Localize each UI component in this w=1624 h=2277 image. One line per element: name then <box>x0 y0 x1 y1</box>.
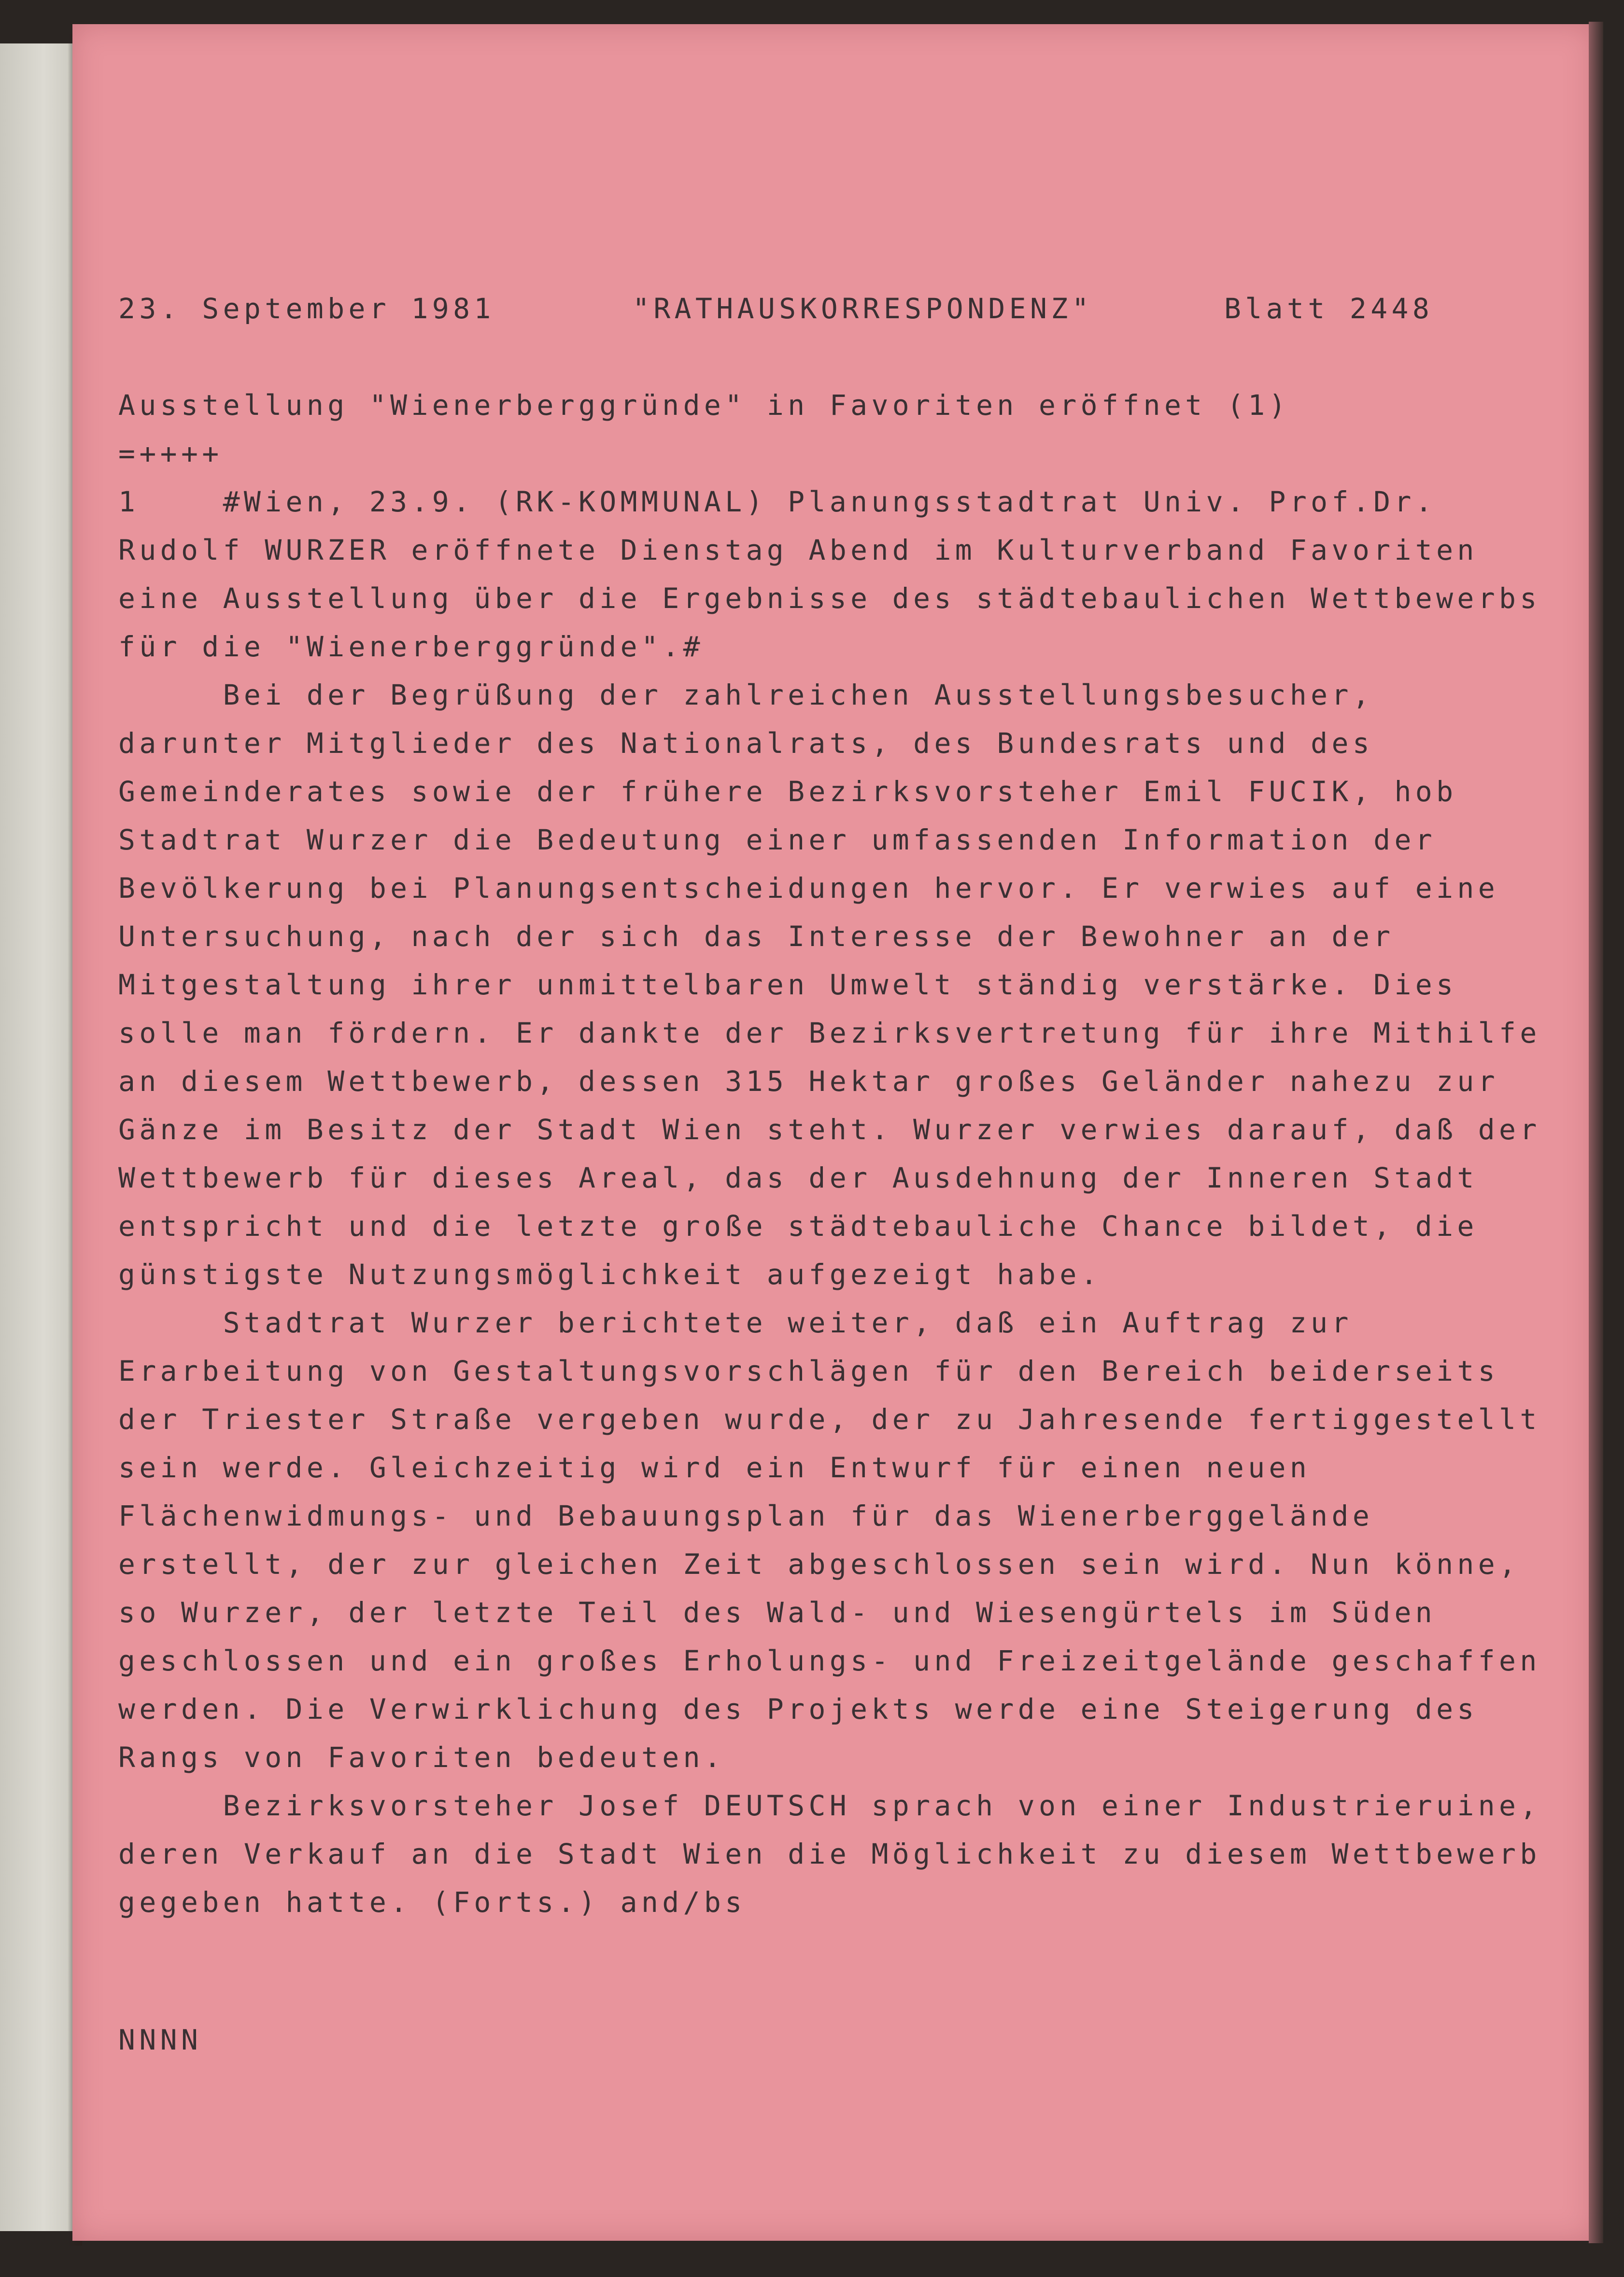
text-line: der Triester Straße vergeben wurde, der zu Jahresende fertiggestellt <box>118 1403 1541 1436</box>
article-title: Ausstellung "Wienerberggründe" in Favoriten eröffnet (1) <box>118 389 1290 422</box>
text-line: Erarbeitung von Gestaltungsvorschlägen für den Bereich beiderseits <box>118 1355 1499 1387</box>
header-sheet-number: Blatt 2448 <box>1224 292 1434 325</box>
text-line: an diesem Wettbewerb, dessen 315 Hektar großes Geländer nahezu zur <box>118 1065 1499 1098</box>
text-line: Untersuchung, nach der sich das Interesse der Bewohner an der <box>118 920 1395 953</box>
text-line: Stadtrat Wurzer die Bedeutung einer umfassenden Information der <box>118 823 1437 856</box>
text-line: eine Ausstellung über die Ergebnisse des städtebaulichen Wettbewerbs <box>118 582 1541 615</box>
text-line: Rudolf WURZER eröffnete Dienstag Abend im Kulturverband Favoriten <box>118 534 1478 566</box>
text-line: solle man fördern. Er dankte der Bezirksvertretung für ihre Mithilfe <box>118 1017 1541 1049</box>
document-header <box>118 292 1434 328</box>
title-separator: =++++ <box>118 437 223 470</box>
sheet-right-edge <box>1589 22 1603 2243</box>
text-line: Bezirksvorsteher Josef DEUTSCH sprach von einer Industrieruine, <box>118 1789 1541 1822</box>
text-line: Gemeinderates sowie der frühere Bezirksvorsteher Emil FUCIK, hob <box>118 775 1457 808</box>
text-line: so Wurzer, der letzte Teil des Wald- und Wiesengürtels im Süden <box>118 1596 1437 1629</box>
text-line: darunter Mitglieder des Nationalrats, des Bundesrats und des <box>118 727 1374 760</box>
text-line: Bevölkerung bei Planungsentscheidungen hervor. Er verwies auf eine <box>118 872 1499 905</box>
text-line: günstigste Nutzungsmöglichkeit aufgezeigt habe. <box>118 1258 1101 1291</box>
text-line: Stadtrat Wurzer berichtete weiter, daß ein Auftrag zur <box>118 1306 1353 1339</box>
text-line: erstellt, der zur gleichen Zeit abgeschlossen sein wird. Nun könne, <box>118 1548 1520 1581</box>
text-line: Bei der Begrüßung der zahlreichen Ausstellungsbesucher, <box>118 679 1374 711</box>
header-date: 23. September 1981 <box>118 292 495 325</box>
text-line: gegeben hatte. (Forts.) and/bs <box>118 1886 746 1919</box>
text-line: Flächenwidmungs- und Bebauungsplan für das Wienerberggelände <box>118 1499 1374 1532</box>
text-line: Mitgestaltung ihrer unmittelbaren Umwelt ständig verstärke. Dies <box>118 968 1457 1001</box>
text-line: Wettbewerb für dieses Areal, das der Ausdehnung der Inneren Stadt <box>118 1161 1478 1194</box>
header-publication: "RATHAUSKORRESPONDENZ" <box>633 292 1093 325</box>
text-line: werden. Die Verwirklichung des Projekts werde eine Steigerung des <box>118 1693 1478 1725</box>
text-line: deren Verkauf an die Stadt Wien die Möglichkeit zu diesem Wettbewerb <box>118 1838 1541 1870</box>
text-line: 1 #Wien, 23.9. (RK-KOMMUNAL) Planungsstadtrat Univ. Prof.Dr. <box>118 485 1437 518</box>
text-line: entspricht und die letzte große städtebauliche Chance bildet, die <box>118 1210 1478 1243</box>
text-line: für die "Wienerberggründe".# <box>118 630 704 663</box>
text-line: sein werde. Gleichzeitig wird ein Entwurf für einen neuen <box>118 1451 1311 1484</box>
text-line: Gänze im Besitz der Stadt Wien steht. Wurzer verwies darauf, daß der <box>118 1113 1541 1146</box>
text-line: Rangs von Favoriten bedeuten. <box>118 1741 725 1774</box>
text-line: geschlossen und ein großes Erholungs- und Freizeitgelände geschaffen <box>118 1644 1541 1677</box>
end-marker: NNNN <box>118 2023 202 2056</box>
